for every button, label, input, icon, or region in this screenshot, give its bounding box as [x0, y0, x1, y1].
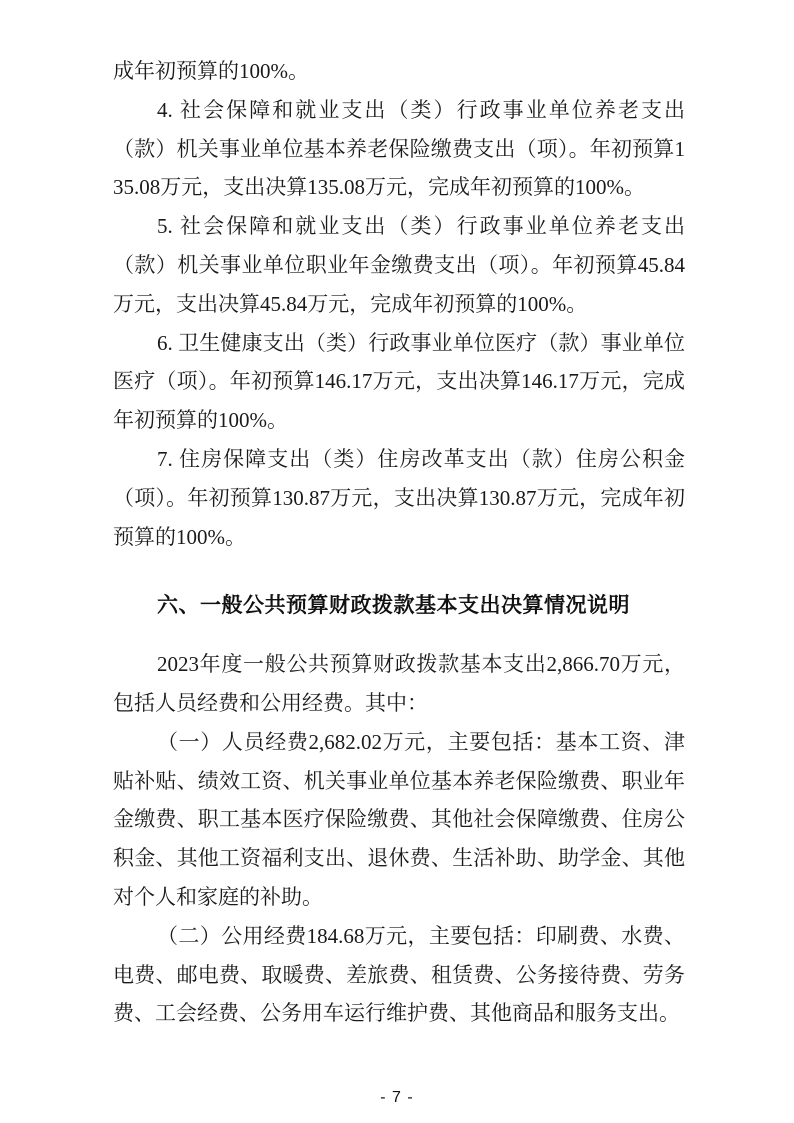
paragraph-basic-expenditure-total: 2023年度一般公共预算财政拨款基本支出2,866.70万元，包括人员经费和公用经费。其中： — [113, 652, 685, 715]
document-body — [113, 52, 685, 1033]
paragraph-public-funds: （二）公用经费184.68万元，主要包括：印刷费、水费、电费、邮电费、取暖费、差旅费、租赁费、公务接待费、劳务费、工会经费、公务用车运行维护费、其他商品和服务支出。 — [113, 923, 685, 1026]
page-number: - 7 - — [380, 1089, 414, 1106]
paragraph-personnel-funds: （一）人员经费2,682.02万元，主要包括：基本工资、津贴补贴、绩效工资、机关事业单位基本养老保险缴费、职业年金缴费、职工基本医疗保险缴费、其他社会保障缴费、住房公积金、其他工资福利支出、退休费、生活补助、助学金、其他对个人和家庭的补助。 — [113, 729, 685, 909]
section-heading-basic-expenditure: 六、一般公共预算财政拨款基本支出决算情况说明 — [157, 594, 630, 618]
paragraph-item-4-pension-expenditure: 4. 社会保障和就业支出（类）行政事业单位养老支出（款）机关事业单位基本养老保险缴费支出（项）。年初预算135.08万元，支出决算135.08万元，完成年初预算的100%。 — [113, 97, 685, 200]
paragraph-item-6-health-expenditure: 6. 卫生健康支出（类）行政事业单位医疗（款）事业单位医疗（项）。年初预算146.17万元，支出决算146.17万元，完成年初预算的100%。 — [113, 330, 685, 433]
paragraph-continuation: 成年初预算的100%。 — [113, 59, 309, 83]
paragraph-item-7-housing-expenditure: 7. 住房保障支出（类）住房改革支出（款）住房公积金（项）。年初预算130.87万元，支出决算130.87万元，完成年初预算的100%。 — [113, 446, 685, 549]
paragraph-item-5-annuity-expenditure: 5. 社会保障和就业支出（类）行政事业单位养老支出（款）机关事业单位职业年金缴费支出（项）。年初预算45.84万元，支出决算45.84万元，完成年初预算的100%。 — [113, 214, 685, 316]
